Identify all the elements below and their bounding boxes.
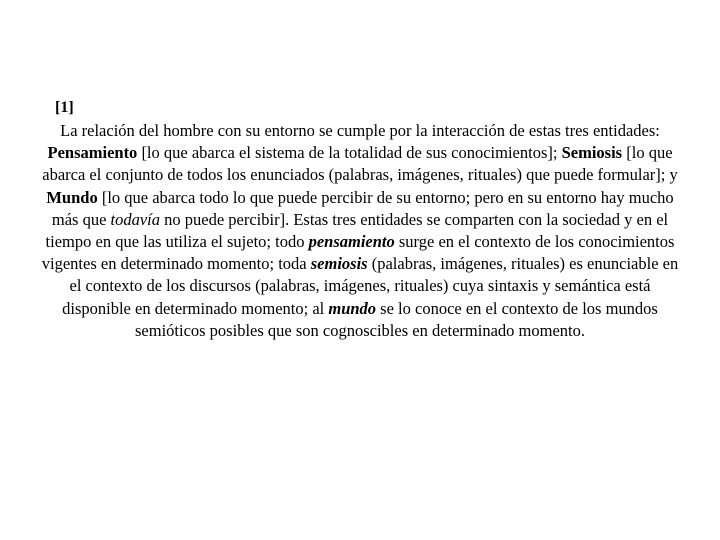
body-paragraph: [40, 120, 680, 342]
text-run: surge en el contexto de los conocimientos vigentes en determinado momento; toda: [41, 232, 675, 274]
text-run: (palabras, imágenes, rituales) es enunciable en el contexto de los discursos (palabras, imágenes, rituales) cuya sintaxis y semántica está disponible en determinado momento; al: [62, 254, 679, 318]
term-semiosis-italic: semiosis: [310, 254, 368, 274]
term-semiosis: Semiosis: [561, 143, 623, 163]
term-pensamiento: Pensamiento: [47, 143, 138, 163]
text-run: [lo que abarca el conjunto de todos los enunciados (palabras, imágenes, rituales) que puede formular]; y: [42, 143, 678, 185]
term-mundo: Mundo: [46, 187, 98, 207]
term-pensamiento-italic: pensamiento: [308, 232, 395, 252]
text-run: La relación del hombre con su entorno se cumple por la interacción de estas tres entidades:: [60, 121, 660, 140]
text-run: no puede percibir]. Estas tres entidades se comparten con la sociedad y en el tiempo en que las utiliza el sujeto; todo: [45, 209, 669, 252]
text-run: [lo que abarca todo lo que puede percibir de su entorno; pero en su entorno hay mucho más que: [51, 187, 674, 229]
term-todavia: todavía: [110, 209, 161, 229]
term-mundo-italic: mundo: [328, 298, 377, 318]
text-run: [lo que abarca el sistema de la totalidad de sus conocimientos];: [137, 143, 562, 163]
text-run: se lo conoce en el contexto de los mundos semióticos posibles que son cognoscibles en determinado momento.: [134, 298, 658, 340]
footnote-marker: [1]: [55, 99, 74, 116]
